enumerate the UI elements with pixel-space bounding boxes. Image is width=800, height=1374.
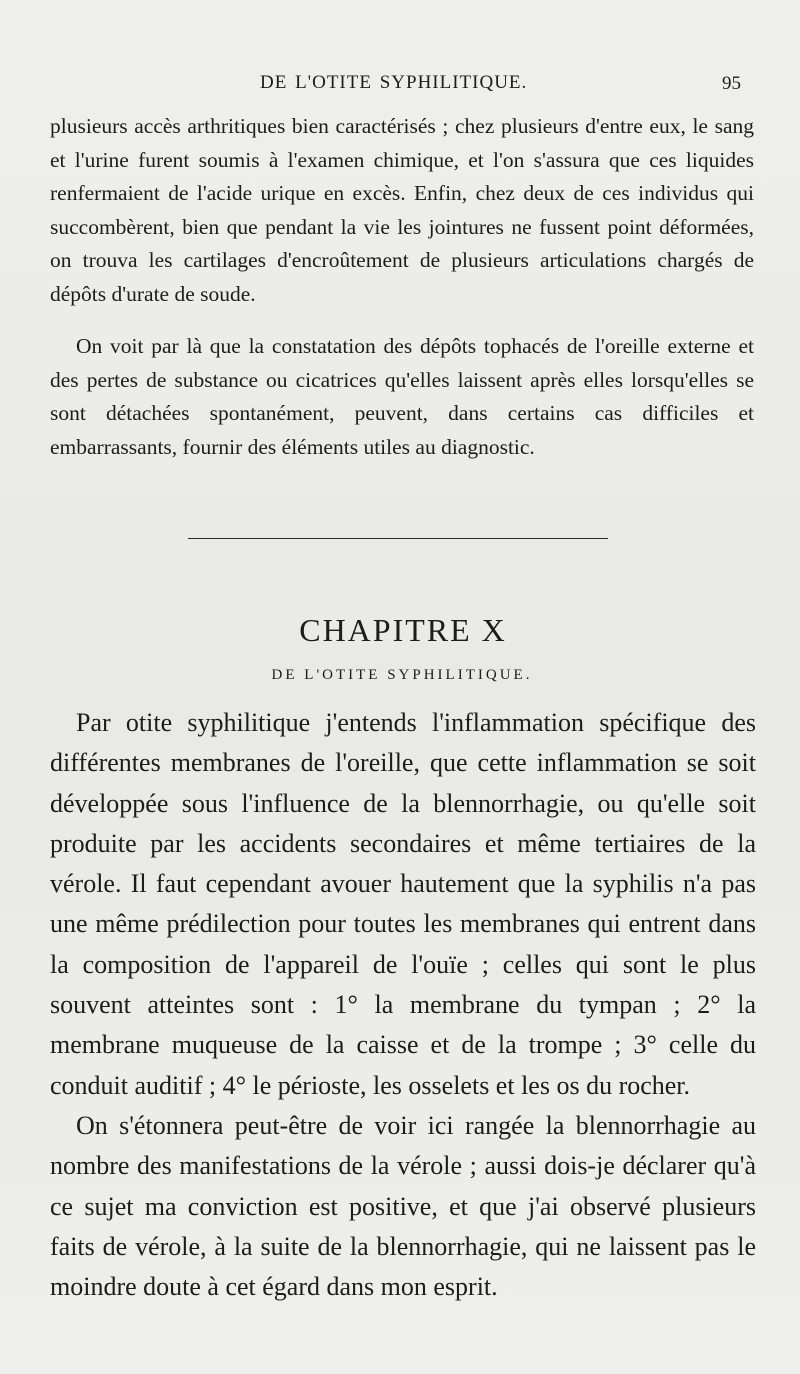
paragraph-diagnostic: On voit par là que la constatation des dépôts tophacés de l'oreille externe et des pertes de substance ou cicatrices qu'elles laissent après elles lorsqu'elles se sont détachées spontanément, peuvent, dans certains cas difficiles et embarrassants, fournir des éléments utiles au diagnostic. bbox=[50, 334, 754, 459]
chapter-subtitle: DE L'OTITE SYPHILITIQUE. bbox=[271, 667, 533, 683]
page-number: 95 bbox=[722, 73, 741, 94]
section-divider bbox=[188, 538, 608, 539]
running-head bbox=[0, 72, 800, 102]
paragraph-definition: Par otite syphilitique j'entends l'inflammation spécifique des différentes membranes de l'oreille, que cette inflammation se soit développée sous l'influence de la blennorrhagie, ou qu'elle soit produite par les accidents secondaires et même tertiaires de la vérole. Il faut cependant avouer hautement que la syphilis n'a pas une même prédilection pour toutes les membranes qui entrent dans la composition de l'appareil de l'ouïe ; celles qui sont le plus souvent atteintes sont : 1° la membrane du tympan ; 2° la membrane muqueuse de la caisse et de la trompe ; 3° celle du conduit auditif ; 4° le périoste, les osselets et les os du rocher. bbox=[50, 708, 756, 1100]
chapter-title: CHAPITRE X bbox=[299, 612, 507, 648]
paragraph-continuation: plusieurs accès arthritiques bien caractérisés ; chez plusieurs d'entre eux, le sang et l'urine furent soumis à l'examen chimique, et l'on s'assura que ces liquides renfermaient de l'acide urique en excès. Enfin, chez deux de ces individus qui succombèrent, bien que pendant la vie les jointures ne fussent point déformées, on trouva les cartilages d'encroûtement de plusieurs articulations chargés de dépôts d'urate de soude. bbox=[50, 114, 754, 306]
paragraph-blennorrhagie: On s'étonnera peut-être de voir ici rangée la blennorrhagie au nombre des manifestations de la vérole ; aussi dois-je déclarer qu'à ce sujet ma conviction est positive, et que j'ai observé plusieurs faits de vérole, à la suite de la blennorrhagie, qui ne laissent pas le moindre doute à cet égard dans mon esprit. bbox=[50, 1111, 756, 1302]
running-head-title: DE L'OTITE SYPHILITIQUE. bbox=[260, 72, 528, 93]
